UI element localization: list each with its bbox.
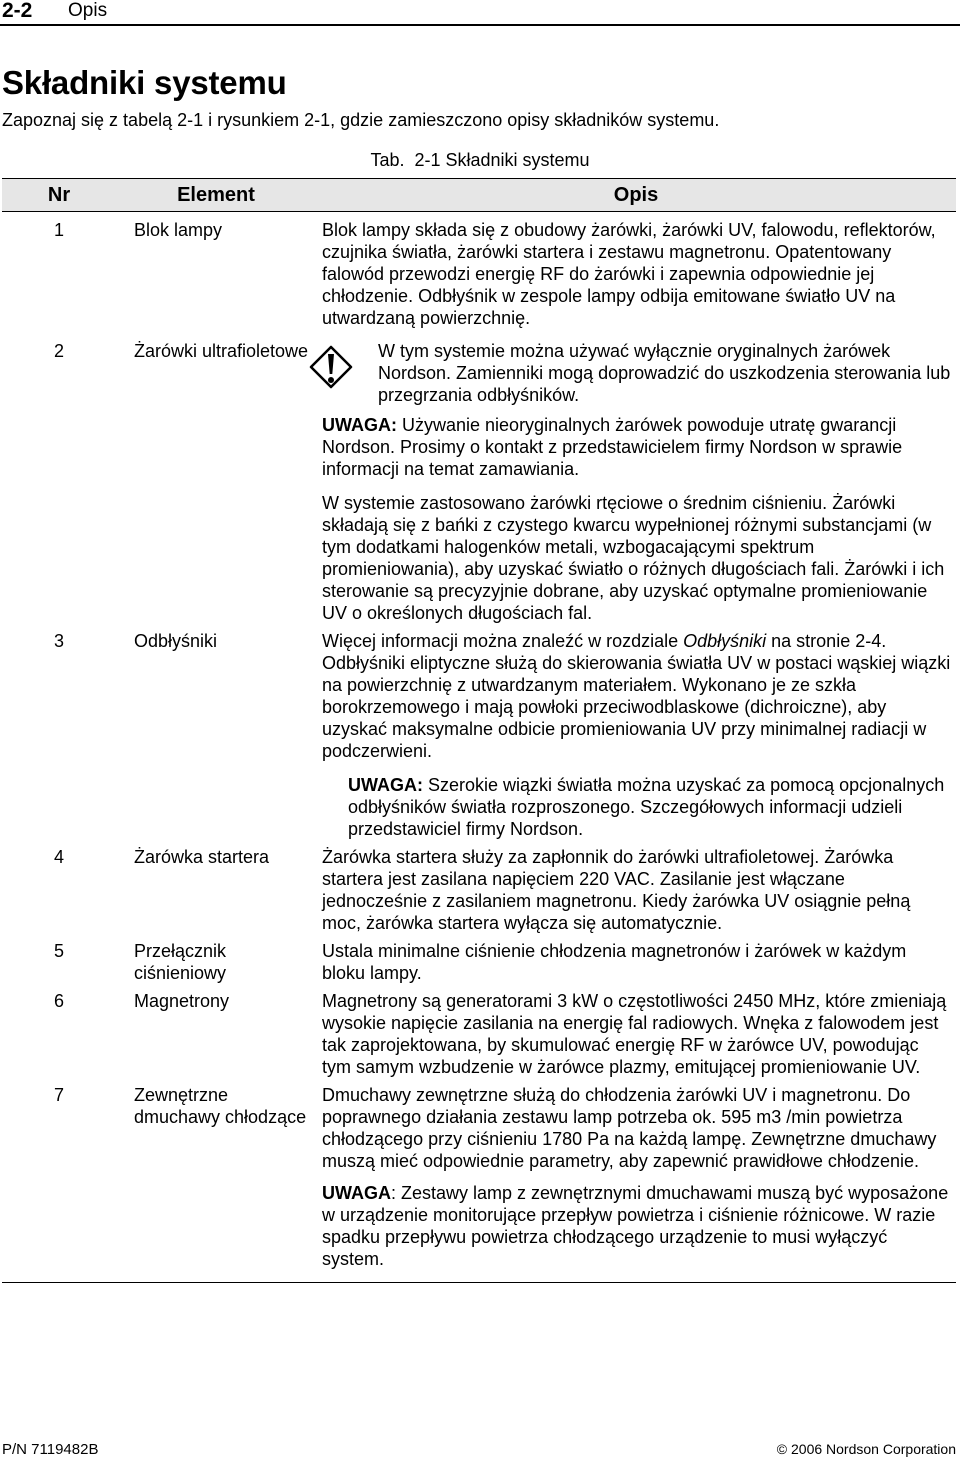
row-description [316,337,956,627]
row-element: Przełącznik ciśnieniowy [134,941,227,983]
note-text: Szerokie wiązki światła można uzyskać za pomocą opcjonalnych odbłyśników światła rozproszonego. Szczegółowych informacji udzieli przedstawiciel firmy Nordson. [348,775,945,839]
row-element: Żarówki ultrafioletowe [134,341,309,361]
row-number: 6 [53,991,64,1011]
row-number: 7 [53,1085,64,1105]
table-row [2,843,956,937]
header-element: Element [116,179,316,212]
note-text: : Zestawy lamp z zewnętrznymi dmuchawami muszą być wyposażone w urządzenie monitorujące przepływ powietrza i ciśnienie różnicowe. W razie spadku przepływu powietrza chłodzącego urządzenie to musi wyłączyć system. [322,1183,949,1269]
description-text: Więcej informacji można znaleźć w rozdziale [322,631,684,651]
row-description [316,212,956,338]
note-label: UWAGA: [348,775,423,795]
row-description [316,1081,956,1283]
table-caption-text: 2-1 Składniki systemu [414,150,590,170]
page-number: 2-2 [2,0,33,22]
table-row [2,627,956,843]
components-table [2,178,956,1283]
table-header-row [2,179,956,212]
part-number: P/N 7119482B [2,1441,99,1458]
description-paragraph: Żarówka startera służy za zapłonnik do żarówki ultrafioletowej. Żarówka startera jest zasilana napięciem 220 VAC. Zasilanie jest włączane jednocześnie z zasilaniem magnetronu. Kiedy żarówka UV osiągnie pełną moc, żarówka startera wyłącza się automatycznie. [322,847,911,933]
table-row [2,212,956,338]
section-name: Opis [68,0,108,21]
row-element: Żarówka startera [134,847,270,867]
table-caption-label: Tab. [370,150,405,170]
row-element: Zewnętrzne dmuchawy chłodzące [134,1085,307,1127]
row-description [316,987,956,1081]
row-description [316,937,956,987]
warning-text: W tym systemie można używać wyłącznie oryginalnych żarówek Nordson. Zamienniki mogą doprowadzić do uszkodzenia sterowania lub przegrzania odbłyśników. [378,341,951,405]
description-paragraph: Blok lampy składa się z obudowy żarówki, żarówki UV, falowodu, reflektorów, czujnika światła, żarówki startera i zestawu magnetronu. Opatentowany falowód przewodzi energię RF do żarówki i zapewnia odpowiednie jej chłodzenie. Odbłyśnik w zespole lampy odbija emitowane światło UV na utwardzaną powierzchnię. [322,220,936,328]
row-number: 1 [53,220,64,240]
header-nr: Nr [2,179,116,212]
table-caption [0,150,960,171]
description-paragraph: Dmuchawy zewnętrzne służą do chłodzenia żarówki UV i magnetronu. Do poprawnego działania zestawu lamp potrzeba ok. 595 m3 /min powietrza chłodzącego przy ciśnieniu 1780 Pa na każdą lampę. Zewnętrzne dmuchawy muszą mieć odpowiednie parametry, aby zapewnić prawidłowe chłodzenie. [322,1085,937,1171]
row-description [316,843,956,937]
note-label: UWAGA: [322,415,397,435]
table-row [2,1081,956,1283]
row-element: Blok lampy [134,220,223,240]
intro-text: Zapoznaj się z tabelą 2-1 i rysunkiem 2-1, gdzie zamieszczono opisy składników systemu. [2,110,720,130]
section-reference: Odbłyśniki [683,631,767,651]
description-text: na stronie 2-4. Odbłyśniki eliptyczne służą do skierowania światła UV w postaci wąskiej wiązki na powierzchnię z utwardzanym materiałem. Wykonano je ze szkła borokrzemowego i mają powłoki przeciwodblaskowe (dichroiczne), aby uzyskać maksymalne odbicie promieniowania UV przy minimalnej radiacji w podczerwieni. [322,631,951,761]
note-text: Używanie nieoryginalnych żarówek powoduje utratę gwarancji Nordson. Prosimy o kontakt z przedstawicielem firmy Nordson w sprawie informacji na temat zamawiania. [322,415,903,479]
warning-block [322,340,952,406]
row-number: 2 [53,341,64,361]
table-row [2,987,956,1081]
page-title: Składniki systemu [2,64,287,101]
exclamation-warning-icon [307,343,355,391]
row-number: 3 [53,631,64,651]
row-number: 4 [53,847,64,867]
row-element: Magnetrony [134,991,230,1011]
description-paragraph [322,630,952,762]
description-paragraph: Magnetrony są generatorami 3 kW o częstotliwości 2450 MHz, które zmieniają wysokie napięcie zasilania na energię fal radiowych. Wnęka z falowodem jest tak zaprojektowana, by skumulować energię RF w żarówce UV, powodując tym samym wzbudzenie w żarówce plazmy, emitującej promieniowanie UV. [322,991,947,1077]
note-paragraph [322,406,952,480]
header-rule [0,24,960,26]
copyright: © 2006 Nordson Corporation [776,1441,956,1457]
row-description [316,627,956,843]
description-paragraph: W systemie zastosowano żarówki rtęciowe o średnim ciśnieniu. Żarówki składają się z bańki z czystego kwarcu wypełnionej różnymi substancjami (w tym dodatkami halogenków metali, wzbogacającymi spektrum promieniowania), aby uzyskać światło o różnych długościach fali. Żarówki i ich sterowanie są precyzyjnie dobrane, aby uzyskać optymalne promieniowanie UV o określonych długościach fal. [322,493,945,623]
note-label: UWAGA [322,1183,391,1203]
table-row [2,937,956,987]
row-element: Odbłyśniki [134,631,218,651]
note-paragraph [322,762,952,840]
note-paragraph [322,1172,952,1270]
row-number: 5 [53,941,64,961]
table-row [2,337,956,627]
header-opis: Opis [316,179,956,212]
description-paragraph: Ustala minimalne ciśnienie chłodzenia magnetronów i żarówek w każdym bloku lampy. [322,941,907,983]
